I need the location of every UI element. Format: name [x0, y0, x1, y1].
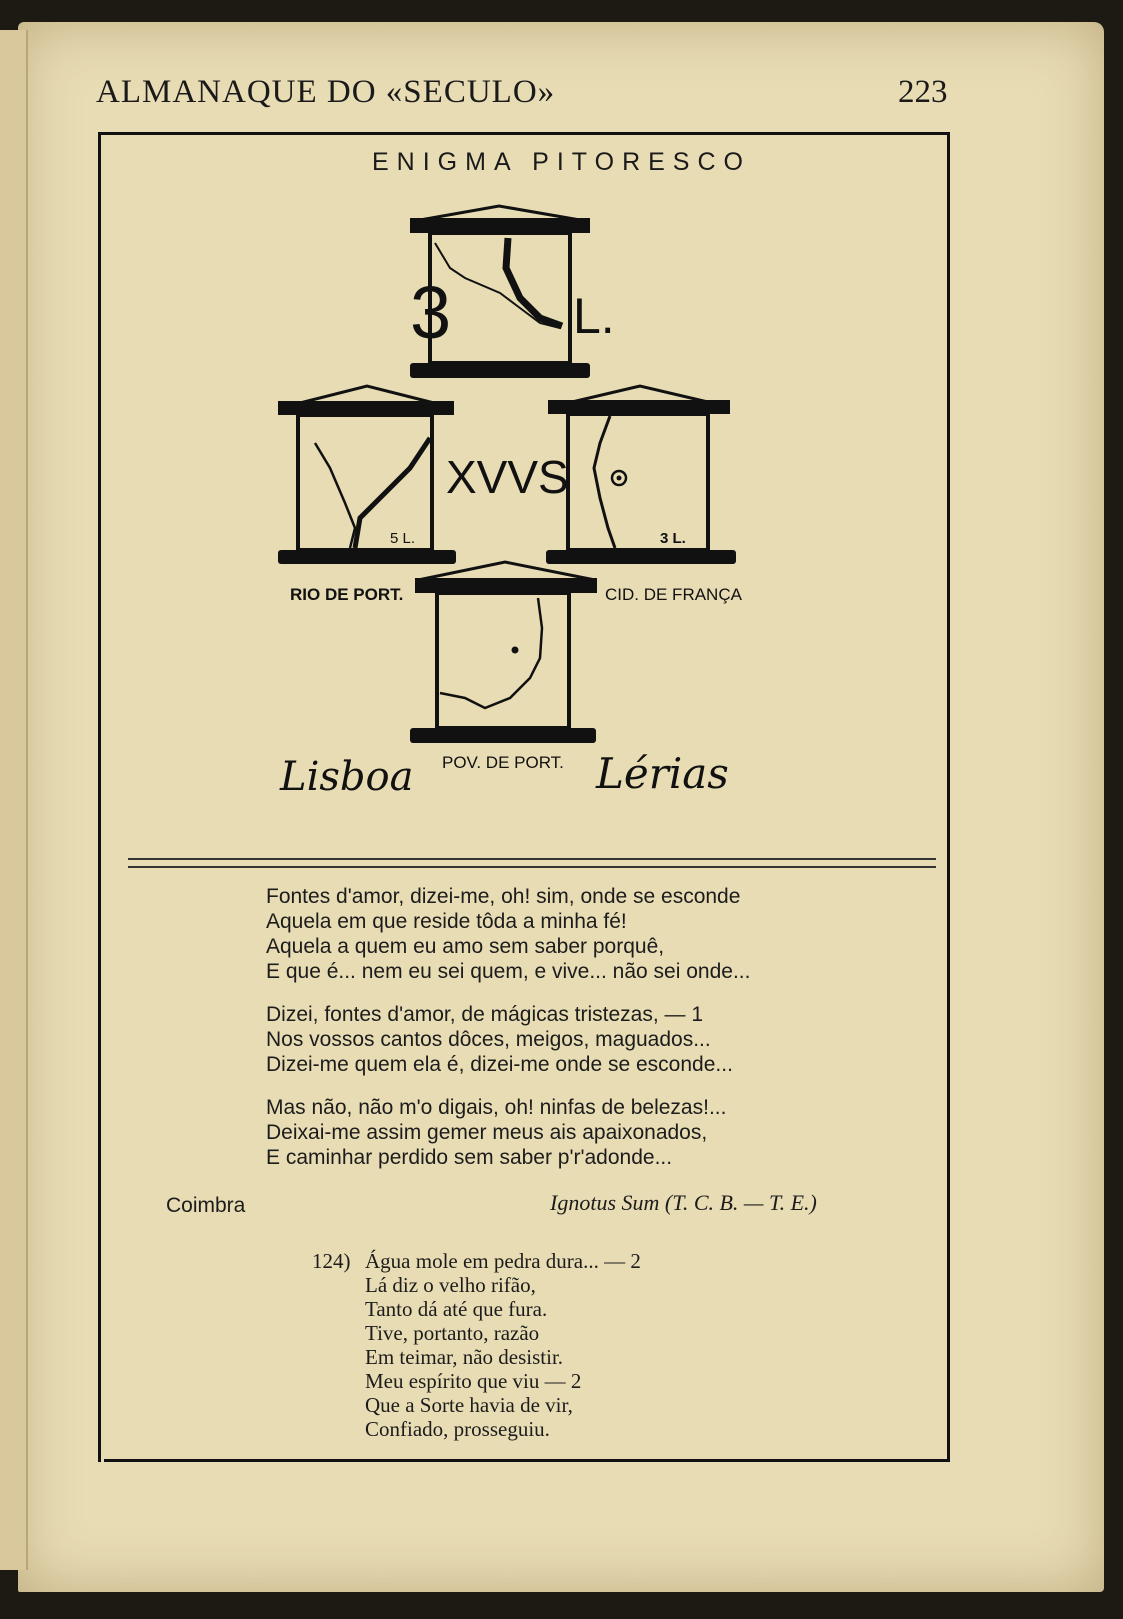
verse-line: Em teimar, não desistir. — [365, 1345, 564, 1369]
poem-line: Deixai-me assim gemer meus ais apaixonados, — [266, 1121, 708, 1144]
divider-top — [128, 858, 936, 860]
verse-line: Confiado, prosseguiu. — [365, 1417, 550, 1441]
top-tile-right-label: L. — [573, 288, 615, 344]
bottom-tile — [410, 562, 597, 772]
poem-line: Aquela a quem eu amo sem saber porquê, — [266, 935, 665, 958]
poem-line: Dizei-me quem ela é, dizei-me onde se esconde... — [266, 1053, 733, 1076]
puzzle-title: ENIGMA PITORESCO — [372, 148, 751, 176]
poem-line: E caminhar perdido sem saber p'r'adonde... — [266, 1146, 673, 1169]
poem-author: Ignotus Sum (T. C. B. — T. E.) — [550, 1190, 817, 1215]
signature-left: Lisboa — [280, 754, 414, 800]
verse-number: 124) — [312, 1249, 351, 1273]
verse-line: Tanto dá até que fura. — [365, 1297, 548, 1321]
top-tile — [410, 206, 615, 378]
signature-right: Lérias — [596, 749, 729, 798]
stanza-1 — [266, 884, 750, 984]
left-tile-caption: RIO DE PORT. — [290, 585, 404, 604]
verse-line: Que a Sorte havia de vir, — [365, 1393, 573, 1417]
verse-line: Meu espírito que viu — 2 — [365, 1369, 582, 1393]
poem-line: Aquela em que reside tôda a minha fé! — [266, 910, 627, 933]
poem-line: E que é... nem eu sei quem, e vive... não sei onde... — [266, 960, 751, 983]
verse-line: Lá diz o velho rifão, — [365, 1273, 536, 1297]
binding-edge — [0, 30, 28, 1570]
top-tile-left-label: 3 — [410, 271, 452, 354]
bottom-tile-caption: POV. DE PORT. — [442, 753, 564, 772]
poem-line: Dizei, fontes d'amor, de mágicas tristezas, — 1 — [266, 1003, 704, 1026]
verse-line: Tive, portanto, razão — [365, 1321, 540, 1345]
verse-line: Água mole em pedra dura... — 2 — [365, 1249, 641, 1273]
running-title: ALMANAQUE DO «SECULO» — [96, 74, 556, 110]
center-text: XVVS — [446, 451, 569, 503]
puzzle-illustration — [270, 198, 810, 838]
stanza-2 — [266, 1002, 750, 1077]
poem-line: Fontes d'amor, dizei-me, oh! sim, onde se esconde — [266, 885, 741, 908]
poem — [266, 884, 750, 1188]
left-tile — [278, 386, 456, 604]
stanza-3 — [266, 1095, 750, 1170]
right-tile-corner-label: 3 L. — [660, 530, 686, 547]
verse-124 — [312, 1249, 641, 1441]
divider-bottom — [128, 866, 936, 868]
poem-line: Mas não, não m'o digais, oh! ninfas de belezas!... — [266, 1096, 727, 1119]
left-tile-corner-label: 5 L. — [390, 530, 416, 547]
right-tile-caption: CID. DE FRANÇA — [605, 585, 742, 604]
page-number: 223 — [898, 74, 948, 110]
poem-line: Nos vossos cantos dôces, meigos, maguados... — [266, 1028, 711, 1051]
right-tile — [546, 386, 743, 604]
poem-place: Coimbra — [166, 1194, 246, 1217]
